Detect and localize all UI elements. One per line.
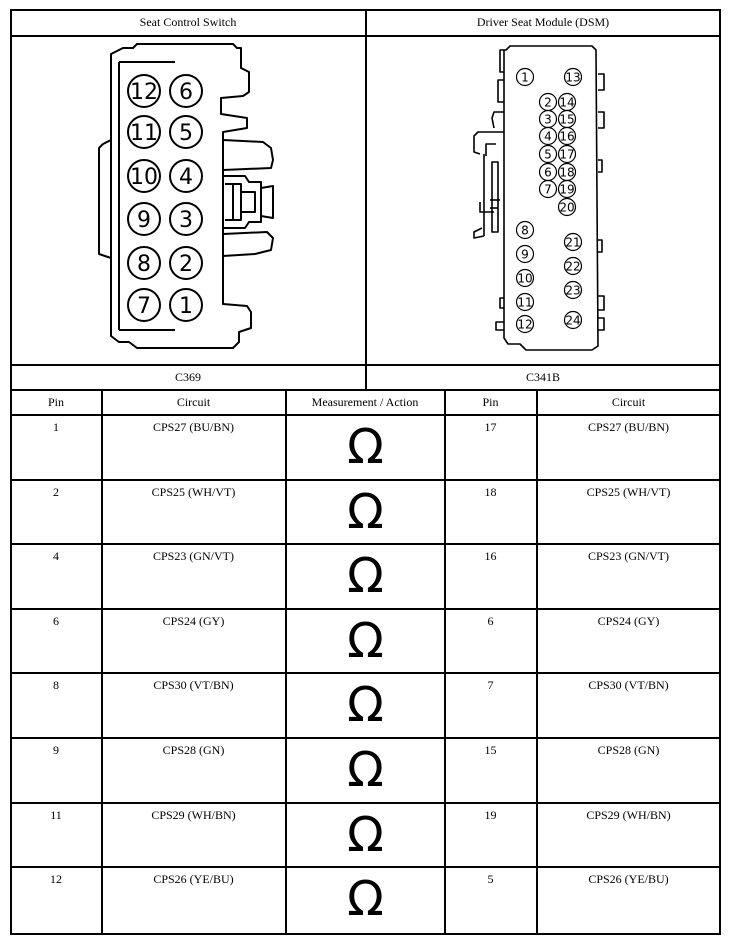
pin-number: 6 — [179, 79, 193, 105]
connector-pin — [559, 94, 576, 111]
row-circuit-a: CPS29 (WH/BN) — [151, 807, 236, 822]
ohm-meter-icon: Ω — [347, 483, 384, 540]
row-pin-a: 1 — [53, 420, 59, 434]
ohm-meter-icon: Ω — [347, 612, 384, 669]
connector-pin — [565, 234, 582, 251]
row-circuit-a: CPS23 (GN/VT) — [152, 549, 234, 564]
connector-pin — [170, 75, 202, 107]
row-pin-b: 6 — [487, 613, 494, 628]
grid-line — [10, 802, 721, 804]
connector-pin — [517, 222, 534, 239]
row-pin-b: 5 — [487, 872, 494, 887]
right-connector-title: Driver Seat Module (DSM) — [476, 15, 610, 29]
grid-line — [10, 672, 721, 674]
pin-number: 9 — [521, 247, 529, 262]
connector-pin — [128, 160, 160, 192]
row-circuit-b: CPS28 (GN) — [597, 743, 660, 757]
pin-number: 3 — [179, 207, 193, 233]
header-measurement: Measurement / Action — [311, 394, 419, 409]
grid-line — [365, 9, 367, 390]
grid-line — [719, 9, 721, 935]
connector-pin — [170, 203, 202, 235]
grid-line — [10, 737, 721, 739]
pin-number: 15 — [559, 112, 575, 127]
grid-line — [444, 389, 446, 934]
pin-number: 22 — [565, 259, 581, 274]
connector-pin — [565, 258, 582, 275]
header-circuit-b: Circuit — [611, 394, 646, 409]
row-circuit-a: CPS26 (YE/BU) — [153, 872, 234, 887]
row-circuit-a: CPS27 (BU/BN) — [152, 420, 235, 434]
row-pin-b: 18 — [484, 484, 497, 499]
connector-pin — [128, 247, 160, 279]
row-circuit-b: CPS30 (VT/BN) — [588, 678, 669, 693]
connector-pin — [128, 75, 160, 107]
row-circuit-a: CPS24 (GY) — [162, 613, 225, 628]
pin-number: 24 — [565, 313, 581, 328]
pin-number: 17 — [559, 147, 575, 162]
pin-number: 4 — [179, 164, 193, 190]
row-circuit-a: CPS30 (VT/BN) — [153, 678, 234, 693]
pin-number: 1 — [179, 293, 193, 319]
connector-pin — [540, 128, 557, 145]
pin-number: 10 — [517, 271, 533, 286]
row-pin-a: 11 — [50, 807, 62, 822]
pin-number: 5 — [544, 147, 552, 162]
row-pin-a: 8 — [53, 678, 59, 693]
connector-pin — [540, 164, 557, 181]
row-pin-a: 6 — [53, 613, 59, 628]
pin-number: 20 — [559, 200, 575, 215]
connector-pin — [517, 246, 534, 263]
pin-number: 10 — [130, 164, 158, 190]
connector-pin — [540, 146, 557, 163]
pin-number: 19 — [559, 182, 575, 197]
row-pin-a: 9 — [53, 743, 59, 757]
row-pin-b: 15 — [484, 743, 497, 757]
connector-pin — [559, 111, 576, 128]
row-circuit-b: CPS27 (BU/BN) — [587, 420, 670, 434]
pin-number: 2 — [544, 95, 552, 110]
pin-number: 6 — [544, 165, 552, 180]
row-circuit-b: CPS23 (GN/VT) — [587, 549, 669, 564]
grid-line — [10, 866, 721, 868]
row-circuit-b: CPS25 (WH/VT) — [586, 484, 671, 499]
connector-pin — [565, 69, 582, 86]
grid-line — [10, 9, 12, 935]
connector-pin — [170, 160, 202, 192]
row-circuit-a: CPS25 (WH/VT) — [151, 484, 236, 499]
grid-line — [10, 414, 721, 416]
row-pin-b: 7 — [487, 678, 494, 693]
right-connector-code: C341B — [525, 369, 560, 384]
pin-number: 21 — [565, 235, 581, 250]
pin-number: 7 — [137, 293, 151, 319]
connector-pin — [170, 247, 202, 279]
connector-pin — [565, 312, 582, 329]
pin-number: 12 — [130, 79, 158, 105]
left-connector-title: Seat Control Switch — [139, 15, 237, 29]
pin-number: 16 — [559, 129, 575, 144]
header-circuit-a: Circuit — [176, 394, 211, 409]
row-pin-a: 2 — [53, 484, 59, 499]
row-circuit-b: CPS26 (YE/BU) — [588, 872, 669, 887]
pin-number: 4 — [544, 129, 552, 144]
seat-control-switch-connector-diagram — [11, 36, 365, 364]
pin-number: 8 — [137, 251, 151, 277]
grid-line — [101, 389, 103, 934]
ohm-meter-icon: Ω — [347, 419, 384, 475]
pin-number: 3 — [544, 112, 552, 127]
connector-pin — [170, 289, 202, 321]
pin-number: 13 — [565, 70, 581, 85]
driver-seat-module-connector-diagram — [366, 36, 720, 364]
pin-number: 23 — [565, 283, 581, 298]
connector-pin — [559, 199, 576, 216]
pin-number: 8 — [521, 223, 529, 238]
row-pin-a: 12 — [50, 872, 62, 887]
connector-pin — [170, 116, 202, 148]
connector-pin — [540, 181, 557, 198]
pin-number: 11 — [130, 120, 158, 146]
connector-pin — [517, 294, 534, 311]
connector-pin — [517, 316, 534, 333]
pin-number: 5 — [179, 120, 193, 146]
row-circuit-a: CPS28 (GN) — [162, 743, 225, 757]
row-pin-b: 17 — [484, 420, 497, 434]
row-circuit-b: CPS24 (GY) — [597, 613, 660, 628]
pin-number: 12 — [517, 317, 533, 332]
connector-pin — [559, 128, 576, 145]
connector-pin — [128, 203, 160, 235]
connector-pin — [128, 289, 160, 321]
row-circuit-b: CPS29 (WH/BN) — [586, 807, 671, 822]
pin-number: 11 — [517, 295, 533, 310]
left-connector-code: C369 — [174, 369, 201, 384]
connector-pin — [517, 69, 534, 86]
pin-number: 7 — [544, 182, 552, 197]
grid-line — [285, 389, 287, 934]
grid-line — [10, 933, 721, 935]
pin-number: 14 — [559, 95, 575, 110]
pin-number: 9 — [137, 207, 151, 233]
connector-pin — [565, 282, 582, 299]
pin-number: 18 — [559, 165, 575, 180]
ohm-meter-icon: Ω — [347, 742, 384, 798]
pin-number: 2 — [179, 251, 193, 277]
ohm-meter-icon: Ω — [347, 806, 384, 863]
grid-line — [10, 479, 721, 481]
grid-line — [10, 543, 721, 545]
connector-pin — [517, 270, 534, 287]
connector-pin — [559, 146, 576, 163]
pin-number: 1 — [521, 70, 529, 85]
connector-pin — [540, 94, 557, 111]
ohm-meter-icon: Ω — [347, 548, 384, 605]
connector-pin — [540, 111, 557, 128]
row-pin-b: 16 — [484, 549, 497, 564]
connector-pin — [128, 116, 160, 148]
row-pin-b: 19 — [484, 807, 497, 822]
grid-line — [536, 389, 538, 934]
ohm-meter-icon: Ω — [347, 677, 384, 734]
row-pin-a: 4 — [53, 549, 59, 564]
header-pin-b: Pin — [482, 394, 499, 409]
header-pin-a: Pin — [47, 394, 64, 409]
connector-pin — [559, 164, 576, 181]
ohm-meter-icon: Ω — [347, 871, 384, 928]
connector-pin — [559, 181, 576, 198]
grid-line — [10, 608, 721, 610]
